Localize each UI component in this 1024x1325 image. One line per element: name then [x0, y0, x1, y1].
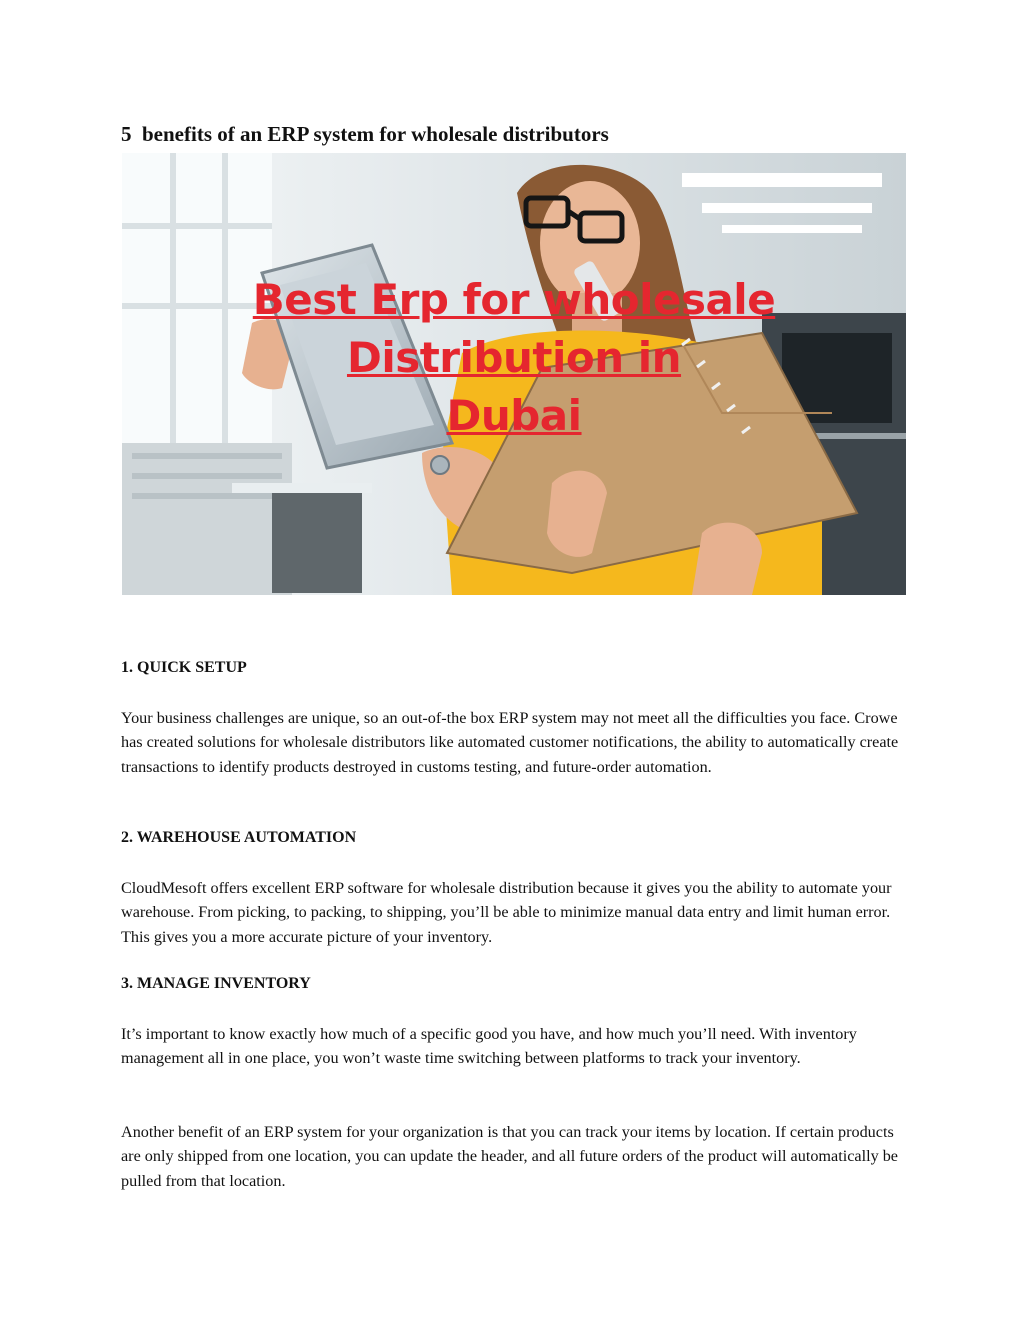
section-heading-quick-setup: 1. QUICK SETUP [121, 659, 247, 676]
hero-caption [122, 271, 906, 445]
paragraph-quick-setup: Your business challenges are unique, so an out-of-the box ERP system may not meet all the difficulties you face. Crowe has created solutions for wholesale distributors like automated customer notifications, the ability to automatically create transactions to identify products destroyed in customs testing, and future-order automation. [121, 709, 899, 776]
hero-caption-line2: Dubai [446, 391, 582, 440]
hero-caption-line1: Best Erp for wholesale Distribution in [252, 275, 776, 382]
page-title: 5 benefits of an ERP system for wholesale distributors [121, 122, 609, 146]
paragraph-warehouse-automation: CloudMesoft offers excellent ERP software for wholesale distribution because it gives you the ability to automate your warehouse. From picking, to packing, to shipping, you’ll be able to minimize manual data entry and limit human error. This gives you a more accurate picture of your inventory. [121, 879, 892, 946]
section-heading-warehouse-automation: 2. WAREHOUSE AUTOMATION [121, 829, 357, 846]
hero-image [122, 153, 906, 595]
paragraph-manage-inventory-2: Another benefit of an ERP system for your organization is that you can track your items by location. If certain products are only shipped from one location, you can update the header, and all future orders of the product will automatically be pulled from that location. [121, 1123, 898, 1190]
section-heading-manage-inventory: 3. MANAGE INVENTORY [121, 975, 311, 992]
paragraph-manage-inventory-1: It’s important to know exactly how much of a specific good you have, and how much you’ll need. With inventory management all in one place, you won’t waste time switching between platforms to track your inventory. [121, 1025, 857, 1068]
